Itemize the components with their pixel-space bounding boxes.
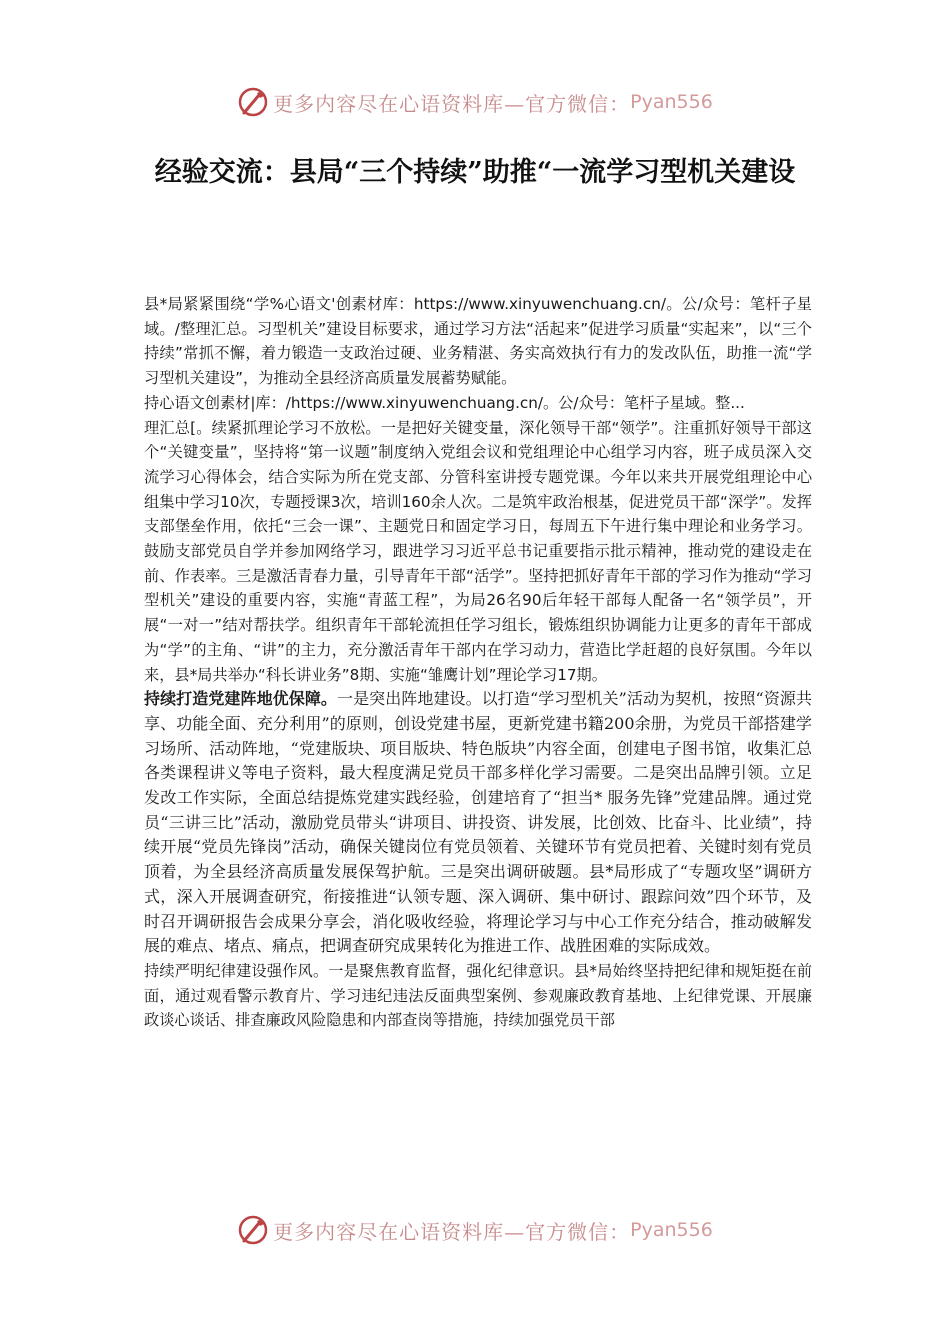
paragraph-section-2-body: 一是突出阵地建设。以打造“学习型机关”活动为契机，按照“资源共享、功能全面、充分利用”的原则，创设党建书屋，更新党建书籍200余册，为党员干部搭建学习场所、活动阵地，“党建版块、项目版块、特色版块”内容全面，创建电子图书馆，收集汇总各类课程讲义等电子资料，最大程度满足党员干部多样化学习需要。二是突出品牌引领。立足发改工作实际，全面总结提炼党建实践经验，创建培育了“担当* 服务先锋”党建品牌。通过党员“三讲三比”活动，激励党员带头“讲项目、讲投资、讲发展，比创效、比奋斗、比业绩”，持续开展“党员先锋岗”活动，确保关键岗位有党员领着、关键环节有党员把着、关键时刻有党员顶着，为全县经济高质量发展保驾护航。三是突出调研破题。县*局形成了“专题攻坚”调研方式，深入开展调查研究，衔接推进“认领专题、深入调研、集中研讨、跟踪问效”四个环节，及时召开调研报告会成果分享会，消化吸收经验，将理论学习与中心工作充分结合，推动破解发展的难点、堵点、痛点，把调查研究成果转化为推进工作、战胜困难的实际成效。 [144, 689, 812, 956]
watermark-text: 更多内容尽在心语资料库—官方微信： [273, 91, 631, 116]
header-watermark [0, 82, 950, 122]
paragraph-section-1-body: 理汇总[。续紧抓理论学习不放松。一是把好关键变量，深化领导干部“领学”。注重抓好领导干部这个“关键变量”，坚持将“第一议题”制度纳入党组会议和党组理论中心组学习内容，班子成员深入交流学习心得体会，结合实际为所在党支部、分管科室讲授专题党课。今年以来共开展党组理论中心组集中学习10次，专题授课3次，培训160余人次。二是筑牢政治根基，促进党员干部“深学”。发挥支部堡垒作用，依托“三会一课”、主题党日和固定学习日，每周五下午进行集中理论和业务学习。鼓励支部党员自学并参加网络学习，跟进学习习近平总书记重要指示批示精神，推动党的建设走在前、作表率。三是激活青春力量，引导青年干部“活学”。坚持把抓好青年干部的学习作为推动“学习型机关”建设的重要内容，实施“青蓝工程”，为局26名90后年轻干部每人配备一名“领学员”，开展“一对一”结对帮扶学。组织青年干部轮流担任学习组长，锻炼组织协调能力让更多的青年干部成为“学”的主角、“讲”的主力，充分激活青年干部内在学习动力，营造比学赶超的良好氛围。今年以来，县*局共举办“科长讲业务”8期、实施“雏鹰计划”理论学习17期。 [144, 418, 812, 684]
paragraph-section-2 [144, 687, 812, 959]
paragraph-section-1 [144, 391, 812, 687]
paragraph-section-1-line1: 持心语文创素材|库：/https://www.xinyuwenchuang.cn/。公/众号：笔杆子星域。整... [144, 393, 745, 412]
document-body [144, 292, 812, 1033]
brush-logo-icon [237, 86, 269, 118]
watermark-wechat-id: Pyan556 [630, 91, 713, 113]
paragraph-section-3: 持续严明纪律建设强作风。一是聚焦教育监督，强化纪律意识。县*局始终坚持把纪律和规矩挺在前面，通过观看警示教育片、学习违纪违法反面典型案例、参观廉政教育基地、上纪律党课、开展廉政谈心谈话、排查廉政风险隐患和内部查岗等措施，持续加强党员干部 [144, 961, 812, 1030]
paragraph-section-2-heading: 持续打造党建阵地优保障。 [144, 689, 337, 709]
footer-watermark [0, 1210, 950, 1250]
paragraph-intro: 县*局紧紧围绕“学%心语文'创素材库：https://www.xinyuwenchuang.cn/。公/众号：笔杆子星域。/整理汇总。习型机关”建设目标要求，通过学习方法“活起来”促进学习质量“实起来”，以“三个持续”常抓不懈，着力锻造一支政治过硬、业务精湛、务实高效执行有力的发改队伍，助推一流“学习型机关建设”，为推动全县经济高质量发展蓄势赋能。 [144, 295, 812, 388]
watermark-text: 更多内容尽在心语资料库—官方微信： [273, 1219, 631, 1244]
document-title: 经验交流：县局“三个持续”助推“一流学习型机关建设 [154, 157, 796, 188]
brush-logo-icon [237, 1214, 269, 1246]
watermark-wechat-id: Pyan556 [630, 1219, 713, 1241]
